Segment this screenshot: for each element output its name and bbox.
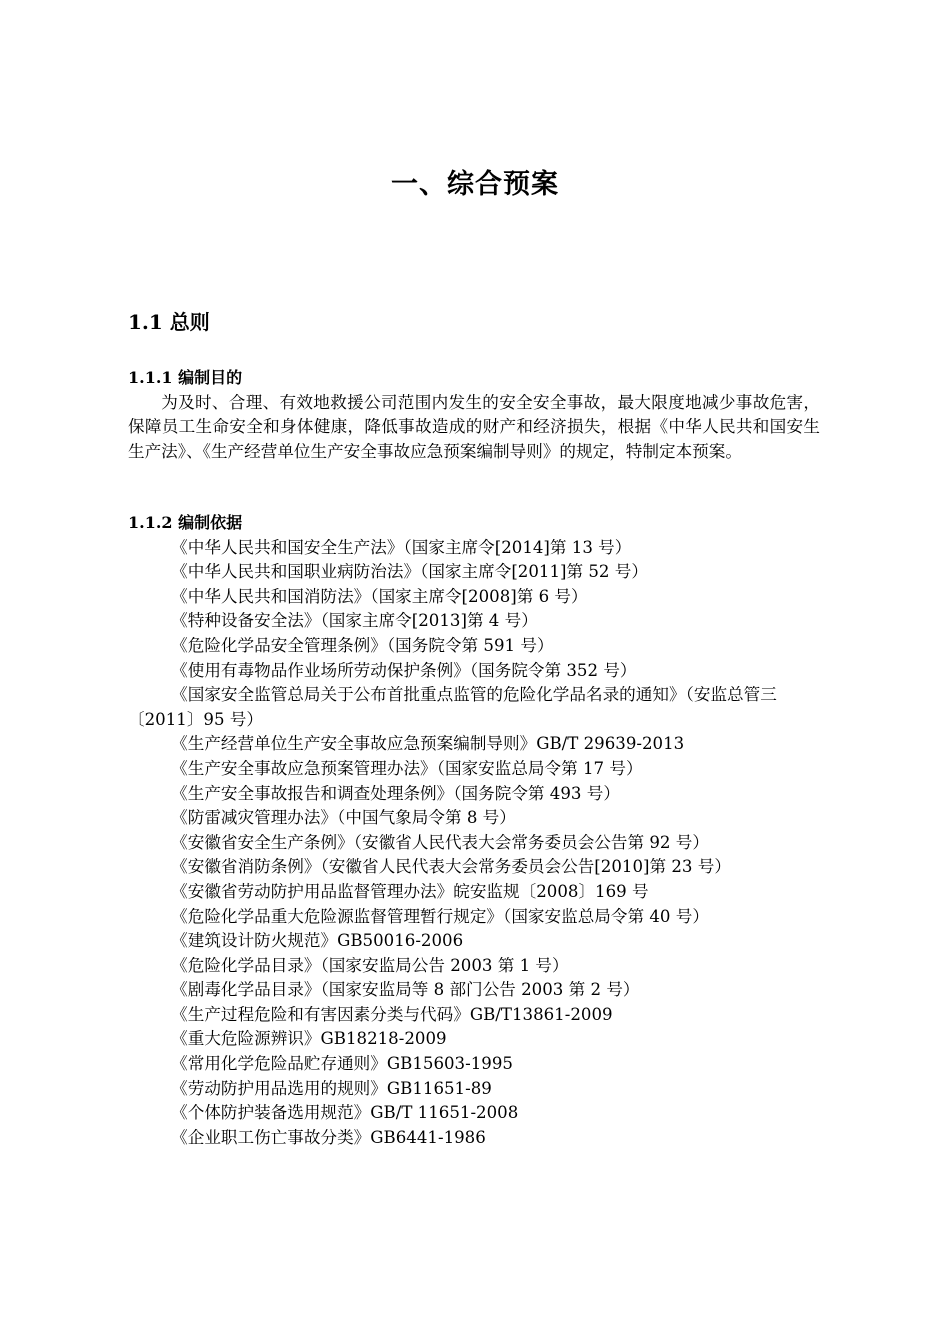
reference-item: 《危险化学品重大危险源监督管理暂行规定》（国家安监总局令第 40 号） bbox=[171, 906, 709, 926]
purpose-paragraph: 为及时、合理、有效地救援公司范围内发生的安全安全事故，最大限度地减少事故危害，保障员工生命安全和身体健康，降低事故造成的财产和经济损失，根据《中华人民共和国安生生产法》、《生产经营单位生产安全事故应急预案编制导则》的规定，特制定本预案。 bbox=[128, 392, 820, 461]
reference-item: 《重大危险源辨识》GB18218-2009 bbox=[171, 1029, 447, 1049]
reference-item: 《中华人民共和国消防法》（国家主席令[2008]第 6 号） bbox=[171, 586, 588, 606]
reference-item: 《生产安全事故应急预案管理办法》（国家安监总局令第 17 号） bbox=[171, 758, 643, 778]
reference-item: 《特种设备安全法》（国家主席令[2013]第 4 号） bbox=[171, 611, 538, 631]
reference-item: 《国家安全监管总局关于公布首批重点监管的危险化学品名录的通知》（安监总管三〔2011〕95 号） bbox=[128, 685, 777, 729]
reference-list bbox=[128, 536, 820, 1151]
reference-item: 《剧毒化学品目录》（国家安监局等 8 部门公告 2003 第 2 号） bbox=[171, 980, 640, 1000]
chapter-title: 一、综合预案 bbox=[391, 169, 559, 200]
reference-item: 《使用有毒物品作业场所劳动保护条例》（国务院令第 352 号） bbox=[171, 660, 637, 680]
reference-item: 《危险化学品目录》（国家安监局公告 2003 第 1 号） bbox=[171, 955, 569, 975]
reference-item: 《中华人民共和国安全生产法》（国家主席令[2014]第 13 号） bbox=[171, 537, 632, 557]
basis-section bbox=[128, 511, 820, 1150]
reference-item: 《生产安全事故报告和调查处理条例》（国务院令第 493 号） bbox=[171, 783, 620, 803]
purpose-section bbox=[128, 366, 820, 464]
reference-item: 《劳动防护用品选用的规则》GB11651-89 bbox=[171, 1078, 492, 1098]
reference-item: 《危险化学品安全管理条例》（国务院令第 591 号） bbox=[171, 635, 554, 655]
reference-item: 《常用化学危险品贮存通则》GB15603-1995 bbox=[171, 1054, 513, 1074]
reference-item: 《防雷减灾管理办法》（中国气象局令第 8 号） bbox=[171, 808, 516, 828]
reference-item: 《安徽省劳动防护用品监督管理办法》皖安监规〔2008〕169 号 bbox=[171, 881, 649, 901]
reference-item: 《安徽省消防条例》（安徽省人民代表大会常务委员会公告[2010]第 23 号） bbox=[171, 857, 731, 877]
reference-item: 《生产经营单位生产安全事故应急预案编制导则》GB/T 29639-2013 bbox=[171, 734, 685, 754]
reference-item: 《安徽省安全生产条例》（安徽省人民代表大会常务委员会公告第 92 号） bbox=[171, 832, 709, 852]
reference-item: 《中华人民共和国职业病防治法》（国家主席令[2011]第 52 号） bbox=[171, 562, 648, 582]
reference-item: 《生产过程危险和有害因素分类与代码》GB/T13861-2009 bbox=[171, 1004, 613, 1024]
purpose-heading: 1.1.1 编制目的 bbox=[128, 368, 243, 387]
reference-item: 《建筑设计防火规范》GB50016-2006 bbox=[171, 931, 464, 951]
reference-item: 《个体防护装备选用规范》GB/T 11651-2008 bbox=[171, 1103, 519, 1123]
basis-heading: 1.1.2 编制依据 bbox=[128, 513, 243, 532]
section-title: 1.1 总则 bbox=[128, 310, 210, 334]
reference-item: 《企业职工伤亡事故分类》GB6441-1986 bbox=[171, 1127, 486, 1147]
